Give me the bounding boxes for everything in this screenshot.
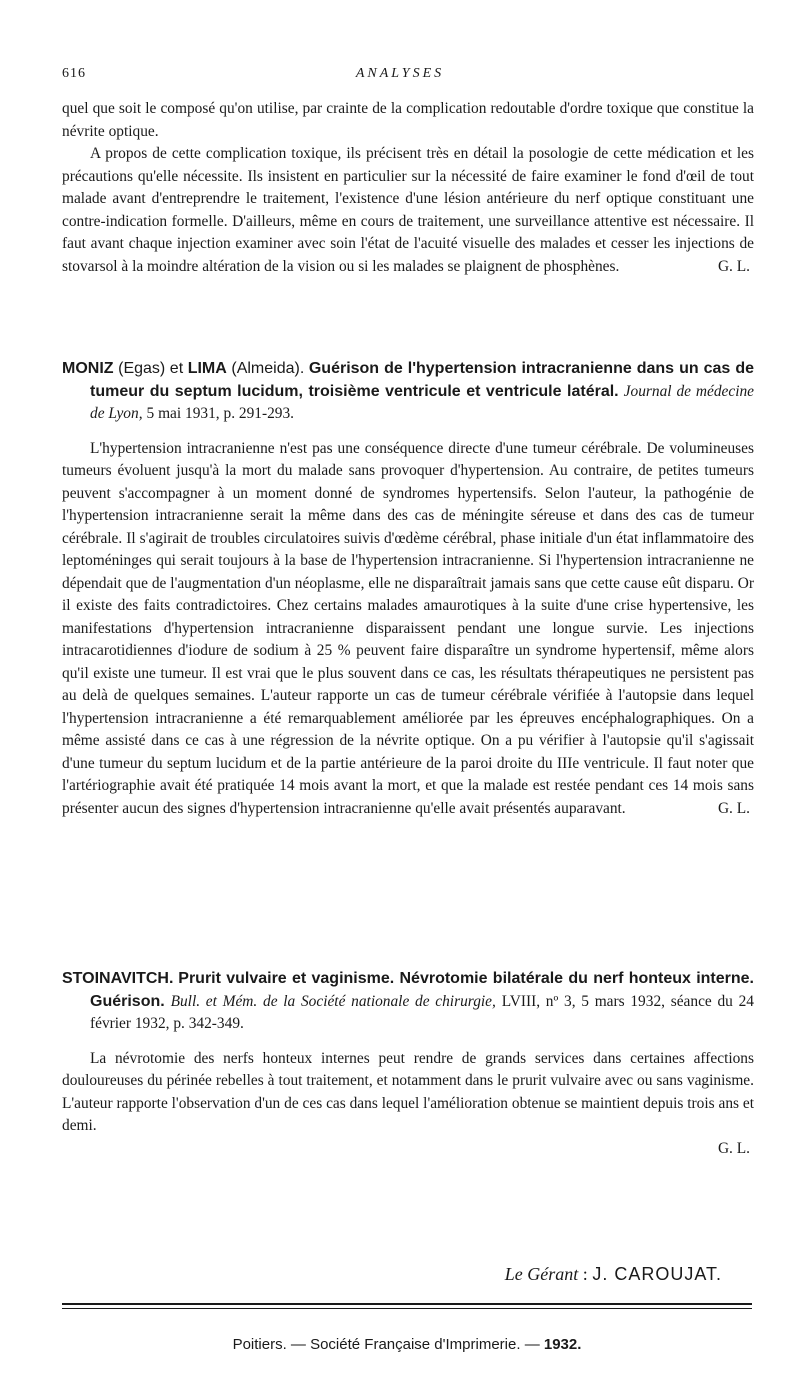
intro-signature: G. L. bbox=[717, 257, 750, 275]
imprint-year: 1932. bbox=[543, 1336, 582, 1353]
article-1-journal: Journal de médecine de Lyon, bbox=[90, 382, 754, 422]
intro-section bbox=[62, 98, 754, 278]
footer-rule-thin bbox=[62, 1308, 752, 1309]
article-1-author-a-firstname: (Egas) bbox=[118, 360, 166, 377]
article-1-title: Guérison de l'hypertension intracranienne dans un cas de tumeur du septum lucidum, troisième ventricule et ventricule latéral. bbox=[90, 360, 755, 400]
article-1-author-b: LIMA bbox=[187, 360, 227, 377]
footer-rule-thick bbox=[62, 1303, 752, 1305]
article-2-signature: G. L. bbox=[717, 1139, 750, 1157]
page-number: 616 bbox=[62, 66, 86, 81]
article-2-heading bbox=[62, 968, 754, 1036]
article-1-author-a: MONIZ bbox=[62, 360, 114, 377]
article-1-body: L'hypertension intracranienne n'est pas une conséquence directe d'une tumeur cérébrale. De volumineuses tumeurs évoluent jusqu'à la mort du malade sans provoquer d'hypertension. Au contraire, de petites tumeurs peuvent s'accompagner à un moment donné de syndromes hypertensifs. Selon l'auteur, la pathogénie de l'hypertension intracranienne serait la même dans des cas de méningite séreuse et dans des cas de tumeur cérébrale. Il s'agirait de troubles circulatoires suivis d'œdème cérébral, phase initiale d'un état inflammatoire des leptoméninges qui serait toujours à la base de l'hypertension intracranienne. Si l'hypertension intracranienne ne dépendait que de l'augmentation d'un néoplasme, elle ne disparaîtrait jamais sans que cette cause eût disparu. Or il existe des faits contradictoires. Chez certains malades amaurotiques à la suite d'une crise hypertensive, les manifestations d'hypertension intracranienne disparaissent pendant une longue survie. Les injections intracarotidiennes d'iodure de sodium à 25 % peuvent faire disparaître un syndrome hypertensif, même alors qu'il existe une tumeur. Il est vrai que le plus souvent dans ce cas, les résultats thérapeutiques ne persistent pas au delà de quelques semaines. L'auteur rapporte un cas de tumeur cérébrale vérifiée à l'autopsie dans lequel l'hypertension intracranienne a été remarquablement améliorée par les épreuves encéphalographiques. On a même assisté dans ce cas à une régression de la névrite optique. On a pu vérifier à l'autopsie qu'il s'agissait d'une tumeur du septum lucidum et de la partie antérieure de la paroi droite du IIIe ventricule. Il faut noter que l'artériographie avait été pratiquée 14 mois avant la mort, et que la malade est restée pendant ces 14 mois sans présenter aucun des signes d'hypertension intracranienne qu'elle avait présentés auparavant. bbox=[62, 439, 754, 817]
article-2-title: Prurit vulvaire et vaginisme. Névrotomie bilatérale du nerf honteux interne. Guérison. bbox=[90, 970, 755, 1010]
article-2 bbox=[62, 968, 754, 1160]
imprint-text: Poitiers. — Société Française d'Imprimerie. — bbox=[232, 1336, 540, 1353]
gerant-line bbox=[62, 1264, 722, 1285]
article-1-author-b-firstname: (Almeida). bbox=[231, 360, 305, 377]
article-1-author-conjunction: et bbox=[169, 360, 184, 377]
article-1-citation: 5 mai 1931, p. 291-293. bbox=[146, 405, 295, 422]
gerant-label: Le Gérant bbox=[504, 1264, 579, 1284]
gerant-separator: : bbox=[582, 1264, 588, 1284]
running-head bbox=[62, 66, 738, 86]
article-1 bbox=[62, 358, 754, 820]
running-title: ANALYSES bbox=[355, 66, 445, 81]
imprint-line bbox=[62, 1336, 752, 1353]
article-2-body: La névrotomie des nerfs honteux internes peut rendre de grands services dans certaines affections douloureuses du périnée rebelles à tout traitement, et notamment dans le prurit vulvaire avec ou sans vaginisme. L'auteur rapporte l'observation d'un de ces cas dans lequel l'amélioration obtenue se maintient depuis trois ans et demi. bbox=[62, 1049, 754, 1134]
article-1-signature: G. L. bbox=[717, 799, 750, 817]
intro-paragraph-2: A propos de cette complication toxique, ils précisent très en détail la posologie de cette médication et les précautions qu'elle nécessite. Ils insistent en particulier sur la nécessité de faire examiner le fond d'œil de tout malade avant d'entreprendre le traitement, l'existence d'une lésion antérieure du nerf optique constituant une contre-indication formelle. D'ailleurs, même en cours de traitement, une surveillance attentive est nécessaire. Il faut avant chaque injection examiner avec soin l'état de l'acuité visuelle des malades et cesser les injections de stovarsol à la moindre altération de la vision ou si les malades se plaignent de phosphènes. bbox=[62, 145, 754, 275]
article-1-heading bbox=[62, 358, 754, 426]
article-2-journal: Bull. et Mém. de la Société nationale de chirurgie, bbox=[170, 992, 496, 1010]
article-2-author: STOINAVITCH. bbox=[62, 970, 174, 987]
intro-paragraph-1: quel que soit le composé qu'on utilise, par crainte de la complication redoutable d'ordre toxique que constitue la névrite optique. bbox=[62, 100, 754, 140]
article-2-citation: LVIII, nº 3, 5 mars 1932, séance du 24 février 1932, p. 342-349. bbox=[90, 992, 754, 1032]
gerant-name: J. CAROUJAT. bbox=[592, 1264, 722, 1284]
